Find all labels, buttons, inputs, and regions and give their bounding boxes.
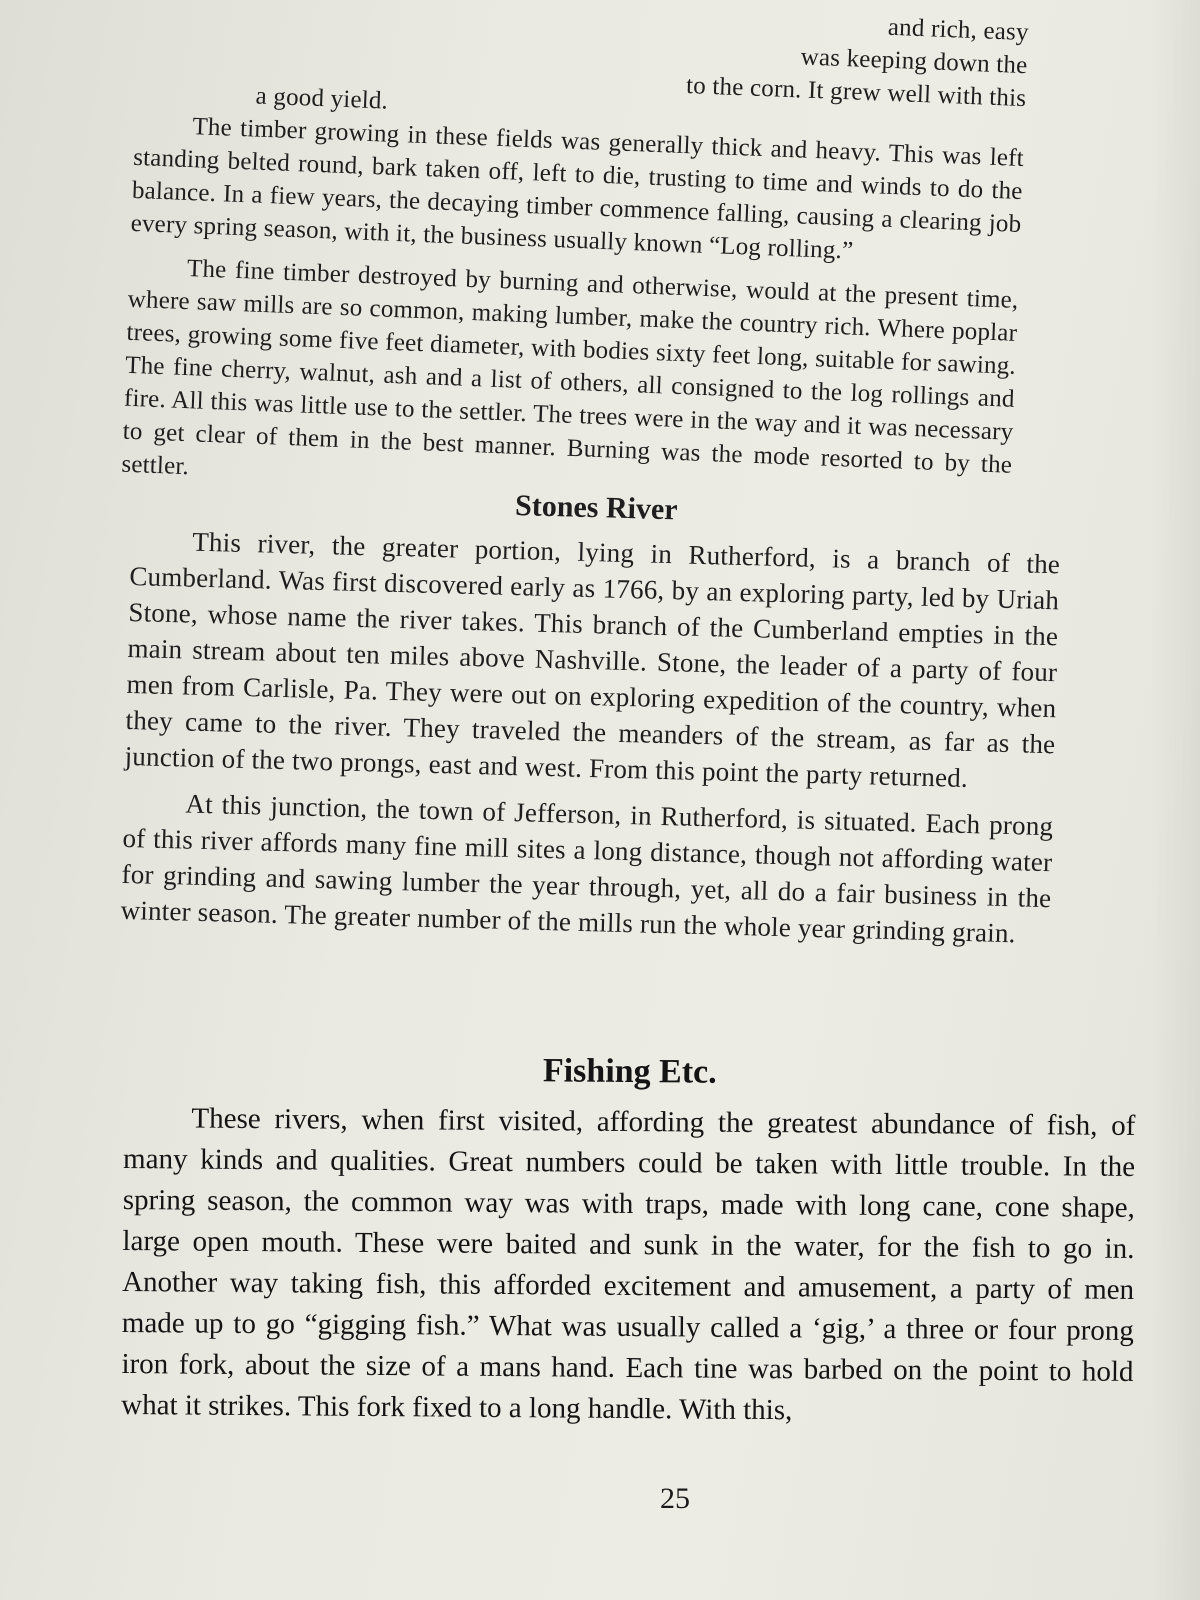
fishing-heading: Fishing Etc. bbox=[542, 1052, 717, 1091]
fragment-line-3: to the corn. It grew well with this bbox=[685, 72, 1027, 113]
timber-paragraph: The timber growing in these fields was generally thick and heavy. This was left standing belted round, bark taken off, left to die, trusting to time and winds to do the balance. In a fiew years, the decaying timber commence falling, causing a clearing job every spring season, with it, the business usually known “Log rolling.” bbox=[130, 113, 1025, 265]
stones-river-paragraph-2: At this junction, the town of Jefferson, in Rutherford, is situated. Each prong of this river affords many fine mill sites a long distance, though not affording water for grinding and sawing lumber the year through, yet, all do a fair business in the winter season. The greater number of the mills run the whole year grinding grain. bbox=[120, 788, 1054, 949]
fine-timber-paragraph: The fine timber destroyed by burning and otherwise, would at the present time, where saw mills are so common, making lumber, make the country rich. Where poplar trees, growing some five feet diameter, with bodies sixty feet long, suitable for sawing. The fine cherry, walnut, ash and a list of others, all consigned to the log rollings and fire. All this was little use to the settler. The trees were in the way and it was necessary to get clear of them in the best manner. Burning was the mode resorted to by the settler. bbox=[120, 255, 1019, 481]
fragment-line-4: a good yield. bbox=[255, 82, 389, 115]
stones-river-heading: Stones River bbox=[514, 489, 679, 527]
fragment-line-2: was keeping down the bbox=[800, 43, 1028, 80]
fishing-paragraph-1: These rivers, when first visited, affording the greatest abundance of fish, of many kinds and qualities. Great numbers could be taken with little trouble. In the spring season, the common way was with traps, made with long cane, cone shape, large open mouth. These were baited and sunk in the water, for the fish to go in. Another way taking fish, this afforded excitement and amusement, a party of men made up to go “gigging fish.” What was usually called a ‘gig,’ a three or four prong iron fork, about the size of a mans hand. Each tine was barbed on the point to hold what it strikes. This fork fixed to a long handle. With this, bbox=[121, 1102, 1136, 1427]
fishing-section bbox=[121, 1048, 1136, 1434]
page-edge-shadow bbox=[1150, 0, 1200, 1600]
stones-river-paragraph-1: This river, the greater portion, lying in Rutherford, is a branch of the Cumberland. Was first discovered early as 1766, by an exploring party, led by Uriah Stone, whose name the river takes. This branch of the Cumberland empties in the main stream about ten miles above Nashville. Stone, the leader of a party of four men from Carlisle, Pa. They were out on exploring expedition of the country, when they came to the river. They traveled the meanders of the stream, as far as the junction of the two prongs, east and west. From this point the party returned. bbox=[124, 526, 1061, 793]
top-text-block bbox=[120, 0, 1029, 525]
page-number: 25 bbox=[660, 1482, 690, 1515]
stones-river-section bbox=[120, 478, 1062, 962]
fragment-line-1: and rich, easy bbox=[887, 13, 1030, 47]
